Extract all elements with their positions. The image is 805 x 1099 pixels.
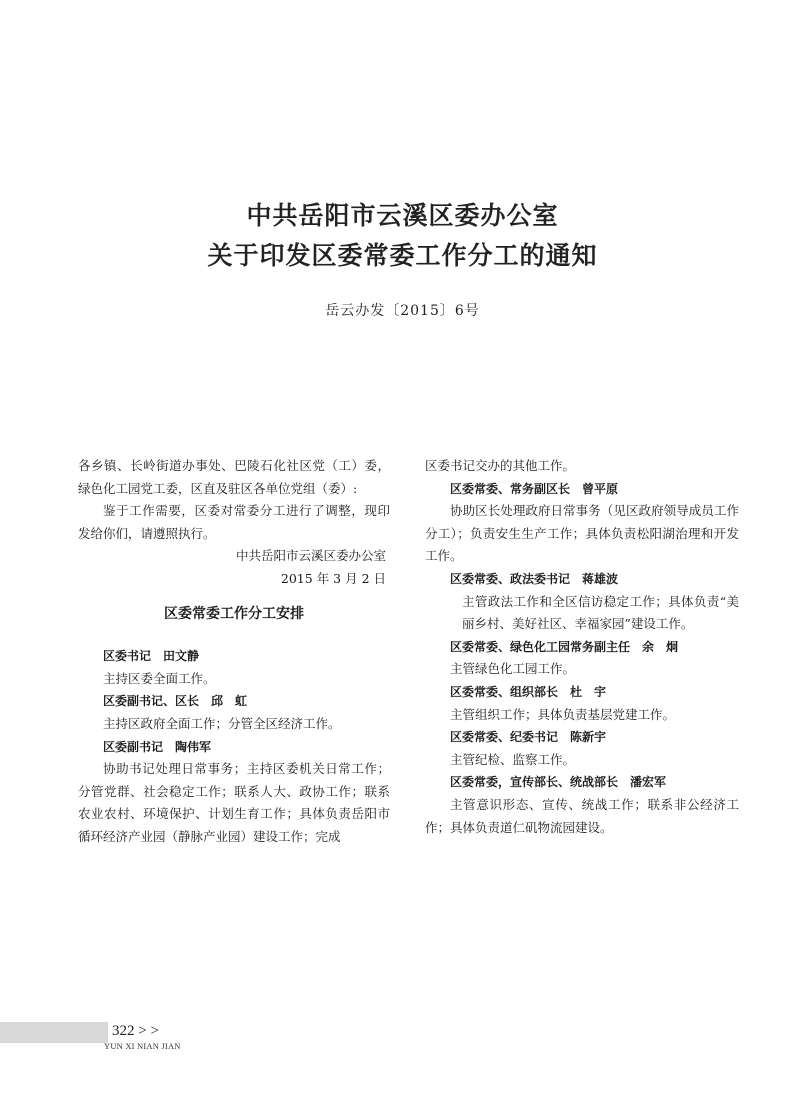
role-duty: 主持区政府全面工作；分管全区经济工作。 <box>103 715 341 731</box>
role-duty: 主管政法工作和全区信访稳定工作；具体负责“美丽乡村、美好社区、幸福家园”建设工作。 <box>462 593 739 632</box>
notice-body: 鉴于工作需要，区委对常委分工进行了调整，现印发给你们，请遵照执行。 <box>78 503 390 541</box>
document-title-line-2: 关于印发区委常委工作分工的通知 <box>207 241 598 270</box>
role-duty: 主持区委全面工作。 <box>103 670 216 686</box>
signature-organization: 中共岳阳市云溪区委办公室 <box>235 548 386 564</box>
document-number: 岳云办发〔2015〕6号 <box>325 303 480 319</box>
role-heading: 区委常委，宣传部长、统战部长 潘宏军 <box>450 775 667 790</box>
role-heading: 区委副书记、区长 邱 虹 <box>103 694 248 709</box>
left-column <box>78 455 390 849</box>
role-heading: 区委常委、绿色化工园常务副主任 余 炯 <box>450 639 679 654</box>
page-number: 322 > > <box>112 1023 159 1039</box>
role-heading: 区委常委、政法委书记 蒋雄波 <box>450 571 619 586</box>
document-title-line-1: 中共岳阳市云溪区委办公室 <box>246 201 559 230</box>
role-heading: 区委常委、常务副区长 曾平原 <box>450 481 619 496</box>
signature-date: 2015 年 3 月 2 日 <box>280 570 386 586</box>
role-duty: 协助区长处理政府日常事务（见区政府领导成员工作分工）；负责安生生产工作；具体负责松阳湖治理和开发工作。 <box>425 503 739 564</box>
role-heading: 区委常委、纪委书记 陈新宇 <box>450 730 607 745</box>
running-title: YUN XI NIAN JIAN <box>104 1041 181 1051</box>
role-duty: 主管组织工作；具体负责基层党建工作。 <box>450 706 676 722</box>
recipients: 各乡镇、长岭街道办事处、巴陵石化社区党（工）委，绿色化工园党工委，区直及驻区各单位党组（委）: <box>78 458 390 496</box>
role-duty: 主管意识形态、宣传、统战工作；联系非公经济工作；具体负责道仁矶物流园建设。 <box>425 796 739 835</box>
continued-duty: 区委书记交办的其他工作。 <box>425 458 576 473</box>
role-duty: 协助书记处理日常事务；主持区委机关日常工作；分管党群、社会稳定工作；联系人大、政协工作；联系农业农村、环境保护、计划生育工作；具体负责岳阳市循环经济产业园（静脉产业园）建设工作；完成 <box>78 761 390 844</box>
title-block <box>0 196 805 276</box>
role-duty: 主管绿色化工园工作。 <box>450 661 576 677</box>
role-duty: 主管纪检、监察工作。 <box>450 751 576 767</box>
section-title: 区委常委工作分工安排 <box>164 605 304 622</box>
role-heading: 区委副书记 陶伟军 <box>103 739 212 754</box>
role-heading: 区委常委、组织部长 杜 宇 <box>450 684 607 699</box>
role-heading: 区委书记 田文静 <box>103 649 200 664</box>
right-column <box>425 455 739 839</box>
footer-bar <box>0 1022 108 1043</box>
